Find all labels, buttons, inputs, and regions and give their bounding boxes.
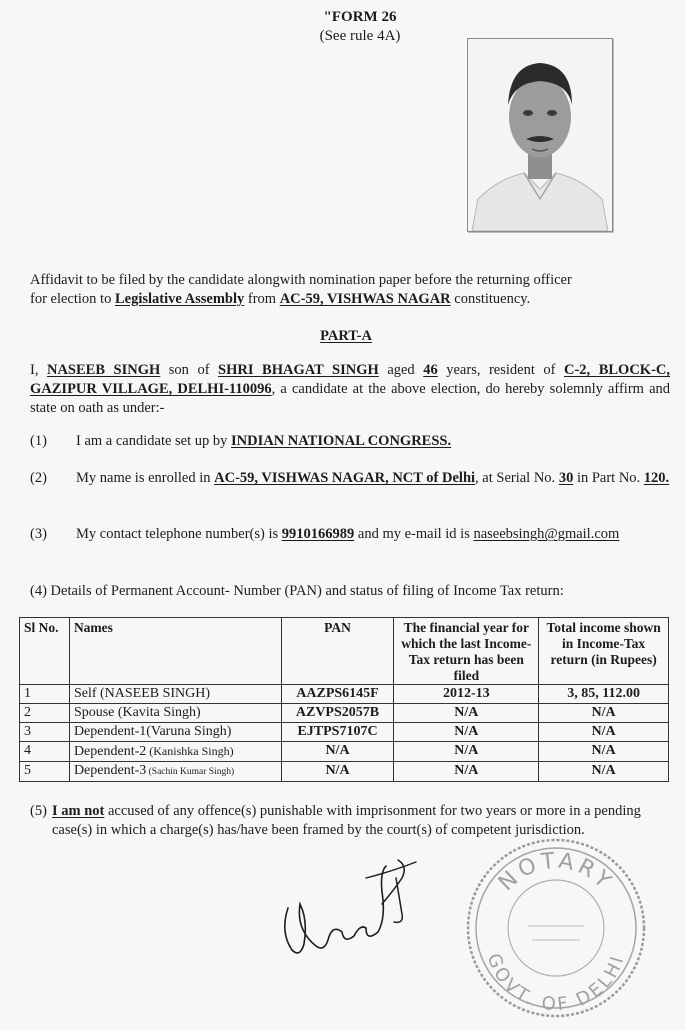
- email-address[interactable]: naseebsingh@gmail.com: [473, 526, 620, 542]
- form-title: "FORM 26: [323, 9, 397, 25]
- table-row: 3 Dependent-1(Varuna Singh) EJTPS7107C N/A N/A: [20, 723, 669, 742]
- part-title: PART-A: [320, 328, 372, 344]
- col-year: The financial year for which the last Income- Tax return has been filed: [394, 618, 539, 685]
- seal-top-text: NOTARY: [493, 848, 619, 897]
- candidate-age: 46: [423, 362, 438, 378]
- signature-icon: [270, 820, 430, 970]
- electoral-roll: AC-59, VISHWAS NAGAR, NCT of Delhi: [214, 470, 476, 486]
- seal-bottom-text: GOVT. OF DELHI: [482, 950, 630, 1016]
- table-row: 1 Self (NASEEB SINGH) AAZPS6145F 2012-13 3, 85, 112.00: [20, 685, 669, 704]
- serial-number: 30: [558, 470, 574, 486]
- rule-reference: (See rule 4A): [319, 28, 401, 44]
- candidate-name: NASEEB SINGH: [46, 362, 161, 378]
- not-accused-text: I am not: [52, 803, 105, 819]
- pan-details-title: (4) Details of Permanent Account- Number (PAN) and status of filing of Income Tax return:: [30, 583, 564, 599]
- declaration: I, NASEEB SINGH son of SHRI BHAGAT SINGH aged 46 years, resident of C-2, BLOCK-C, GAZIPUR VILLAGE, DELHI-110096, a candidate at the above election, do hereby solemnly affirm and state on oath as under:-: [30, 362, 671, 416]
- notary-seal: [458, 830, 654, 1030]
- party-name: INDIAN NATIONAL CONGRESS.: [231, 433, 452, 449]
- house-name: Legislative Assembly: [114, 290, 245, 307]
- part-number: 120.: [643, 470, 670, 486]
- pan-table-header: [20, 618, 669, 685]
- candidate-address: C-2, BLOCK-C, GAZIPUR VILLAGE, DELHI-110096: [30, 362, 670, 397]
- item-1: (1) I am a candidate set up by INDIAN NATIONAL CONGRESS.: [30, 433, 452, 449]
- item-5: (5) I am not accused of any offence(s) punishable with imprisonment for two years or more in a pending case(s) in which a charge(s) has/have been framed by the court(s) of competent jurisdiction.: [30, 803, 641, 838]
- col-sl: Sl No.: [20, 618, 70, 685]
- notary-seal-icon: [458, 830, 654, 1024]
- col-names: Names: [69, 618, 281, 685]
- table-row: 5 Dependent-3 (Sachin Kumar Singh) N/A N/A N/A: [20, 762, 669, 782]
- col-income: Total income shown in Income-Tax return (in Rupees): [539, 618, 669, 685]
- pan-table: [19, 617, 669, 782]
- father-name: SHRI BHAGAT SINGH: [218, 362, 379, 378]
- portrait-icon: [468, 39, 612, 231]
- candidate-signature: [270, 820, 430, 976]
- col-pan: PAN: [281, 618, 394, 685]
- item-2: (2) My name is enrolled in AC-59, VISHWAS NAGAR, NCT of Delhi, at Serial No. 30 in Part No. 120.: [30, 470, 670, 486]
- table-row: 4 Dependent-2 (Kanishka Singh) N/A N/A N/A: [20, 742, 669, 762]
- affidavit-intro: Affidavit to be filed by the candidate alongwith nomination paper before the returning officer for election to Legislative Assembly from AC-59, VISHWAS NAGAR constituency.: [30, 272, 572, 307]
- constituency-name: AC-59, VISHWAS NAGAR: [279, 290, 451, 307]
- candidate-photo: [467, 38, 613, 232]
- item-3: (3) My contact telephone number(s) is 9910166989 and my e-mail id is naseebsingh@gmail.com: [30, 526, 620, 542]
- table-row: 2 Spouse (Kavita Singh) AZVPS2057B N/A N/A: [20, 704, 669, 723]
- phone-number: 9910166989: [281, 526, 355, 542]
